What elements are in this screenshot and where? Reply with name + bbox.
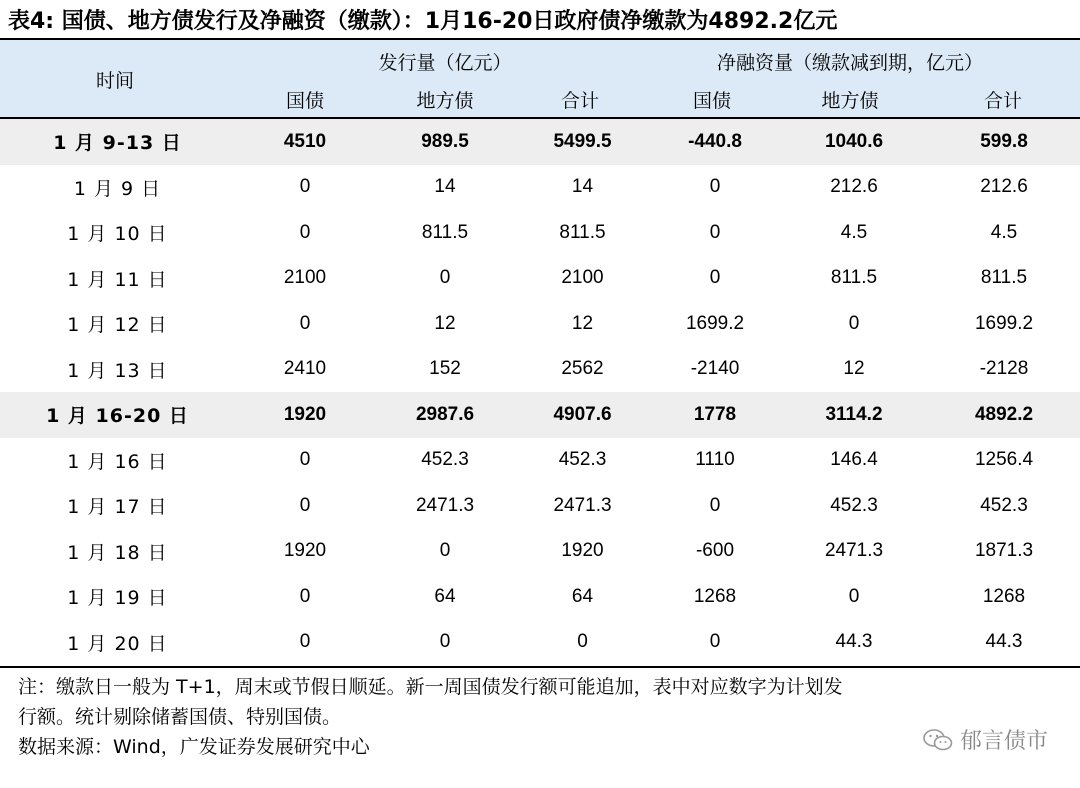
cell-gov-net: -2140 [690,358,740,380]
row-date: 1 月 19 日 [67,587,168,610]
cell-local-net: 3114.2 [780,392,928,438]
cell-total-net: 1699.2 [974,312,1034,334]
cell-total-net: 212.6 [980,176,1028,198]
cell-local-issuance: 12 [434,312,456,334]
cell-gov-issuance: 0 [299,494,311,516]
cell-gov-net: 0 [709,221,721,243]
wechat-icon [922,727,954,753]
table-row [0,347,1080,393]
cell-total-net: 4.5 [990,221,1018,243]
header-issuance-group: 发行量（亿元） [378,52,512,74]
cell-local-issuance: 0 [439,267,451,289]
row-date: 1 月 12 日 [67,314,168,337]
table-header [0,40,1080,117]
table-row [0,256,1080,302]
note-line-1: 注：缴款日一般为 T+1，周末或节假日顺延。新一周国债发行额可能追加，表中对应数字为计划发 [18,676,843,698]
cell-total-issuance: 811.5 [559,221,606,243]
cell-local-issuance: 2471.3 [415,494,475,516]
cell-total-issuance: 4907.6 [515,392,650,438]
cell-gov-net: 0 [709,631,721,653]
cell-local-issuance: 0 [439,631,451,653]
cell-total-net: -2128 [979,358,1029,380]
cell-local-issuance: 0 [439,540,451,562]
cell-total-issuance: 14 [571,176,594,198]
header-col-6: 合计 [983,90,1022,112]
cell-gov-issuance: 0 [299,631,311,653]
header-time: 时间 [95,70,134,92]
cell-gov-issuance: 0 [299,176,311,198]
cell-total-net: 1871.3 [974,540,1034,562]
cell-gov-issuance: 0 [299,221,311,243]
cell-local-issuance: 64 [434,585,456,607]
row-date: 1 月 9-13 日 [0,119,235,165]
cell-local-net: 0 [848,585,860,607]
cell-gov-issuance: 0 [299,585,311,607]
cell-total-issuance: 452.3 [558,449,607,471]
cell-total-issuance: 5499.5 [515,119,650,165]
cell-local-issuance: 452.3 [421,449,469,471]
row-date: 1 月 10 日 [67,223,168,246]
cell-total-issuance: 12 [571,312,594,334]
cell-local-net: 452.3 [830,494,878,516]
header-net-group: 净融资量（缴款减到期，亿元） [716,52,983,74]
cell-total-issuance: 2100 [561,267,604,289]
cell-local-issuance: 811.5 [421,221,469,243]
cell-local-net: 4.5 [840,221,868,243]
cell-local-issuance: 2987.6 [375,392,515,438]
cell-gov-net: -440.8 [650,119,780,165]
cell-local-net: 212.6 [830,176,878,198]
header-col-3: 合计 [560,90,599,112]
table-row [0,529,1080,575]
row-date: 1 月 16 日 [67,450,168,473]
cell-gov-net: 0 [709,176,721,198]
cell-total-issuance: 2562 [561,358,604,380]
cell-local-net: 1040.6 [780,119,928,165]
header-col-4: 国债 [692,90,731,112]
cell-gov-issuance: 4510 [235,119,375,165]
cell-gov-net: -600 [695,540,735,562]
cell-local-net: 2471.3 [824,540,884,562]
cell-gov-net: 1699.2 [685,312,745,334]
cell-gov-net: 1110 [695,449,735,471]
cell-total-issuance: 2471.3 [553,494,612,516]
row-date: 1 月 9 日 [73,177,162,200]
cell-local-issuance: 989.5 [375,119,515,165]
cell-gov-issuance: 2410 [283,358,327,380]
cell-gov-net: 0 [709,494,721,516]
note-line-2: 行额。统计剔除储蓄国债、特别国债。 [18,706,342,728]
header-col-1: 国债 [285,90,324,112]
cell-total-net: 452.3 [980,494,1028,516]
cell-total-net: 811.5 [980,267,1028,289]
cell-total-net: 1256.4 [974,449,1034,471]
cell-total-net: 44.3 [985,631,1023,653]
table-row-subtotal [0,119,1080,165]
header-col-2: 地方债 [416,90,474,112]
table-notes [18,672,1068,762]
cell-total-net: 1268 [982,585,1026,607]
header-col-5: 地方债 [821,90,879,112]
cell-total-net: 4892.2 [928,392,1080,438]
data-table [0,119,1080,665]
cell-local-issuance: 14 [434,176,456,198]
watermark [922,724,1048,755]
cell-local-net: 811.5 [830,267,878,289]
cell-local-net: 12 [843,358,865,380]
cell-gov-issuance: 0 [299,449,311,471]
cell-gov-net: 1268 [693,585,737,607]
cell-gov-issuance: 2100 [283,267,327,289]
table-row [0,165,1080,211]
table-row [0,620,1080,666]
cell-total-issuance: 0 [577,631,588,653]
cell-local-net: 146.4 [830,449,878,471]
cell-total-issuance: 1920 [561,540,604,562]
table-row-subtotal [0,392,1080,438]
bottom-rule [0,666,1080,668]
cell-local-issuance: 152 [429,358,461,380]
row-date: 1 月 20 日 [67,632,168,655]
row-date: 1 月 17 日 [67,496,168,519]
table-row [0,210,1080,256]
table-row [0,483,1080,529]
table-row [0,574,1080,620]
cell-gov-net: 1778 [650,392,780,438]
cell-gov-issuance: 1920 [235,392,375,438]
row-date: 1 月 11 日 [67,268,168,291]
cell-total-issuance: 64 [571,585,594,607]
cell-gov-issuance: 1920 [283,540,327,562]
cell-gov-net: 0 [709,267,721,289]
row-date: 1 月 18 日 [67,541,168,564]
table-row [0,438,1080,484]
cell-total-net: 599.8 [928,119,1080,165]
cell-gov-issuance: 0 [299,312,311,334]
table-title: 表4: 国债、地方债发行及净融资（缴款）：1月16-20日政府债净缴款为4892.2亿元 [8,9,838,34]
cell-local-net: 0 [848,312,860,334]
row-date: 1 月 13 日 [67,359,168,382]
cell-local-net: 44.3 [835,631,873,653]
row-date: 1 月 16-20 日 [0,392,235,438]
source-line: 数据来源：Wind，广发证券发展研究中心 [18,736,370,758]
watermark-text: 郁言债市 [959,729,1048,754]
table-row [0,301,1080,347]
